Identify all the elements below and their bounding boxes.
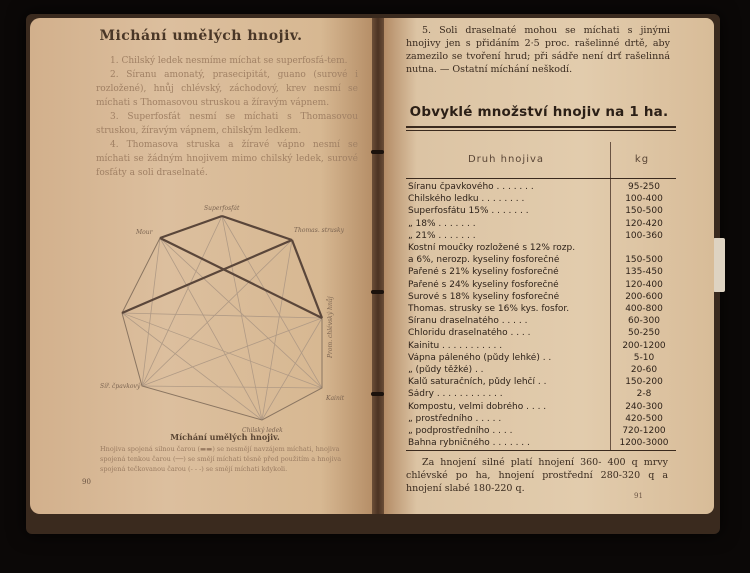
fertilizer-kg: 150-500 bbox=[625, 255, 663, 266]
fertilizer-name: Bahna rybničného . . . . . . . bbox=[408, 438, 530, 449]
left-page-title: Michání umělých hnojiv. bbox=[99, 28, 303, 44]
fertilizer-kg: 60-300 bbox=[628, 316, 660, 327]
fertilizer-kg: 150-500 bbox=[625, 206, 663, 217]
right-page bbox=[384, 18, 714, 514]
fertilizer-name: a 6%, nerozp. kyseliny fosforečné bbox=[408, 255, 560, 266]
binding-stitch bbox=[371, 290, 384, 294]
binding-stitch bbox=[371, 392, 384, 396]
fertilizer-mixing-diagram bbox=[82, 188, 372, 448]
table-row bbox=[406, 182, 676, 193]
footer-paragraph: Za hnojení silné platí hnojení 360- 400 q mrvy chlévské po ha, hnojení prostřední 280-320 q a hnojení slabé 180-220 q. bbox=[406, 457, 668, 494]
fertilizer-name: „ (půdy těžké) . . bbox=[408, 365, 484, 375]
fertilizer-name: Kostní moučky rozložené s 12% rozp. bbox=[408, 243, 576, 253]
binding-stitch bbox=[371, 150, 384, 154]
fertilizer-name: „ 18% . . . . . . . bbox=[408, 218, 476, 229]
table-row bbox=[406, 292, 676, 303]
fertilizer-kg: 1200-3000 bbox=[619, 438, 669, 449]
label-thomas-slag: Thomas. strusky bbox=[294, 227, 344, 234]
page-number-right: 91 bbox=[634, 492, 643, 500]
label-superphosphate: Superfosfát bbox=[204, 205, 240, 212]
table-row bbox=[406, 316, 676, 327]
table-row bbox=[406, 402, 676, 413]
table-row bbox=[406, 328, 676, 339]
fertilizer-kg: 150-200 bbox=[625, 377, 663, 388]
table-row bbox=[406, 219, 676, 230]
table-row bbox=[406, 194, 676, 205]
fertilizer-kg: 420-500 bbox=[625, 413, 663, 424]
fertilizer-name: Surové s 18% kyseliny fosforečné bbox=[408, 291, 560, 302]
thin-lines bbox=[122, 216, 322, 420]
fertilizer-kg: 120-400 bbox=[625, 279, 663, 290]
heading-rule bbox=[406, 126, 676, 128]
fertilizer-kg: 240-300 bbox=[625, 401, 663, 412]
fertilizer-name: „ 21% . . . . . . . bbox=[408, 230, 476, 241]
fertilizer-name: Síranu draselnatého . . . . . bbox=[408, 316, 528, 327]
fertilizer-name: „ prostředního . . . . . bbox=[408, 413, 502, 424]
fertilizer-name: „ podprostředního . . . . bbox=[408, 426, 513, 436]
label-chile-saltpeter: Chilský ledek bbox=[242, 427, 283, 434]
table-row bbox=[406, 304, 676, 315]
fertilizer-name: Pařené s 21% kyseliny fosforečné bbox=[408, 267, 559, 278]
fertilizer-name: Kalů saturačních, půdy lehčí . . bbox=[408, 377, 547, 388]
fertilizer-kg: 50-250 bbox=[628, 328, 660, 339]
fertilizer-kg: 100-360 bbox=[625, 230, 663, 241]
fertilizer-kg: 200-600 bbox=[625, 291, 663, 302]
fertilizer-name: Sádry . . . . . . . . . . . . bbox=[408, 389, 503, 400]
diagram-caption-title: Míchání umělých hnojiv. bbox=[170, 432, 280, 442]
table-row bbox=[406, 206, 676, 217]
fertilizer-name: Chloridu draselnatého . . . . bbox=[408, 328, 531, 339]
fertilizer-name: Vápna páleného (půdy lehké) . . bbox=[408, 352, 552, 363]
heading-rule-thin bbox=[406, 130, 676, 131]
table-heading: Obvyklé množství hnojiv na 1 ha. bbox=[409, 104, 669, 120]
fertilizer-kg: 95-250 bbox=[628, 182, 660, 192]
fertilizer-kg: 120-420 bbox=[625, 218, 663, 229]
diagram-caption-text: Hnojiva spojená silnou čarou (▬▬) se nesmějí navzájem míchati, hnojiva spojená tenkou čarou (──) se smějí míchati těsně před použitím a hnojiva spojená tečkovanou čarou (- - -) se smějí míchati kdykoli. bbox=[100, 445, 342, 473]
label-kainit: Kainit bbox=[326, 395, 345, 402]
fertilizer-name: Kainitu . . . . . . . . . . . bbox=[408, 340, 503, 351]
right-page-intro bbox=[406, 24, 670, 76]
fertilizer-name: Síranu čpavkového . . . . . . . bbox=[408, 182, 534, 192]
label-manure: Prom. chlévský hnůj bbox=[327, 296, 334, 358]
table-row bbox=[406, 438, 676, 449]
table-row bbox=[406, 280, 676, 291]
header-underline bbox=[406, 178, 676, 179]
fertilizer-kg: 720-1200 bbox=[622, 426, 666, 436]
page-tab-marker bbox=[713, 238, 725, 292]
fertilizer-kg: 20-60 bbox=[630, 365, 658, 375]
table-row bbox=[406, 341, 676, 352]
fertilizer-kg: 100-400 bbox=[625, 194, 663, 205]
left-page bbox=[30, 18, 372, 514]
table-row bbox=[406, 353, 676, 364]
column-header-kg: kg bbox=[634, 154, 650, 165]
fertilizer-kg: 135-450 bbox=[625, 267, 663, 278]
page-number-left: 90 bbox=[82, 478, 91, 486]
column-header-name: Druh hnojiva bbox=[467, 154, 545, 165]
fertilizer-name: Chilského ledku . . . . . . . . bbox=[408, 194, 525, 205]
fertilizer-kg: 200-1200 bbox=[622, 340, 666, 351]
left-page-rules bbox=[96, 54, 358, 180]
rule-paragraph: 3. Superfosfát nesmí se míchati s Thomasovou struskou, žíravým vápnem, chilským ledkem. bbox=[96, 112, 358, 136]
fertilizer-name: Superfosfátu 15% . . . . . . . bbox=[408, 206, 529, 217]
fertilizer-name: Kompostu, velmi dobrého . . . . bbox=[408, 401, 547, 412]
intro-paragraph: 5. Soli draselnaté mohou se míchati s jinými hnojivy jen s přidáním 2·5 proc. rašelinné drtě, aby zamezilo se tvoření hrud; při sádře není drť rašelinná nutna. — Ostatní míchání neškodí. bbox=[406, 25, 670, 75]
rule-paragraph: 1. Chilský ledek nesmíme míchat se superfosfá-tem. bbox=[110, 56, 348, 66]
fertilizer-name: Pařené s 24% kyseliny fosforečné bbox=[408, 279, 559, 290]
table-row bbox=[406, 231, 676, 242]
right-page-footer bbox=[406, 456, 668, 495]
table-row bbox=[406, 267, 676, 278]
table-row bbox=[406, 426, 676, 437]
rule-paragraph: 2. Síranu amonatý, prasecipitát, guano (surové i rozložené), hnůj chlévský, záchodový, krev nesmí se míchati s Thomasovou struskou a žíravým vápnem. bbox=[96, 70, 358, 108]
table-row bbox=[406, 255, 676, 266]
table-row bbox=[406, 414, 676, 425]
fertilizer-kg: 400-800 bbox=[625, 304, 663, 314]
label-ammonium-sulfate: Síř. čpavkový bbox=[100, 383, 141, 390]
table-row bbox=[406, 377, 676, 388]
table-row bbox=[406, 243, 676, 254]
table-row bbox=[406, 365, 676, 376]
fertilizer-kg: 5-10 bbox=[633, 352, 655, 363]
fertilizer-kg: 2-8 bbox=[636, 389, 652, 400]
fertilizer-name: Thomas. strusky se 16% kys. fosfor. bbox=[408, 304, 570, 314]
table-row bbox=[406, 389, 676, 400]
rule-paragraph: 4. Thomasova struska a žíravé vápno nesmí se míchati se žádným hnojivem mimo chilský ledek, surové fosfáty a soli draselnaté. bbox=[96, 140, 358, 178]
table-bottom-rule bbox=[406, 450, 676, 451]
label-top-left: Mour bbox=[136, 229, 153, 236]
